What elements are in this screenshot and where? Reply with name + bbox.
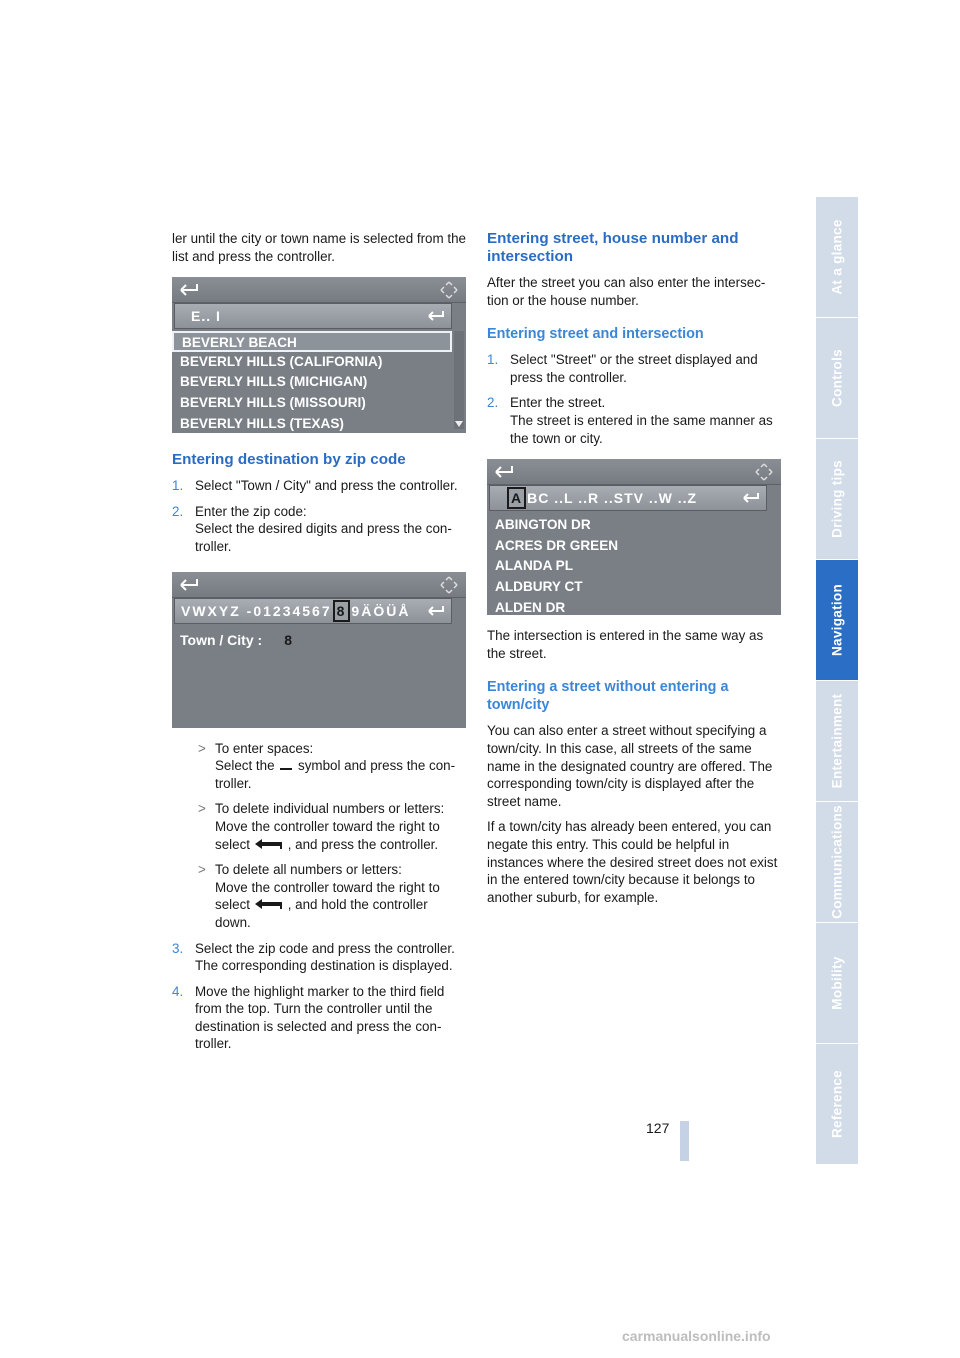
page-number: 127	[646, 1120, 670, 1136]
zip-step-2: 2. Enter the zip code: Select the desired digits and press the controller.	[172, 503, 452, 554]
list-item[interactable]: BEVERLY HILLS (CALIFORNIA)	[180, 353, 383, 369]
street-intro: After the street you can also enter the intersection or the house number.	[487, 275, 766, 308]
page-marker	[680, 1121, 689, 1161]
tab-reference[interactable]: Reference	[816, 1044, 858, 1165]
scroll-down-icon	[455, 421, 463, 427]
delete-arrow-icon	[427, 605, 447, 617]
street-intersection-heading: Entering street and intersection	[487, 326, 704, 343]
street-heading: Entering street, house number and intersection	[487, 230, 739, 265]
delete-arrow-icon	[254, 838, 288, 850]
list-item[interactable]: ALDBURY CT	[495, 578, 583, 594]
list-item[interactable]: ABINGTON DR	[495, 517, 591, 533]
tab-controls[interactable]: Controls	[816, 318, 858, 439]
city-list-screen	[172, 277, 466, 433]
list-item[interactable]: ACRES DR GREEN	[495, 537, 619, 553]
street-without-city-heading: Entering a street without entering a town/city	[487, 679, 729, 714]
scrollbar[interactable]	[454, 331, 464, 429]
back-arrow-icon	[178, 283, 200, 297]
town-city-field: Town / City : 8	[180, 631, 292, 648]
zip-step-3: 3. Select the zip code and press the controller. The corresponding destination is displayed.	[172, 940, 455, 974]
street-without-city-p2: If a town/city has already been entered, you can negate this entry. This could be helpful in instances where the desired street does not exist in the entered town/city because it belongs to another suburb, for example.	[487, 819, 778, 905]
street-step-2: 2. Enter the street. The street is entered in the same manner as the town or city.	[487, 395, 773, 446]
zip-entry-screen	[172, 572, 466, 728]
list-item[interactable]: BEVERLY HILLS (MICHIGAN)	[180, 374, 368, 390]
zip-step-4: 4. Move the highlight marker to the third field from the top. Turn the controller until the destination is selected and press the controller.	[172, 983, 445, 1052]
bullet-delete-all: > To delete all numbers or letters: Move the controller toward the right to select , and hold the controller down.	[198, 862, 440, 930]
zip-heading: Entering destination by zip code	[172, 451, 406, 469]
delete-arrow-icon	[742, 492, 762, 504]
delete-arrow-icon	[427, 310, 447, 322]
controller-move-icon	[440, 281, 458, 299]
intro-text: ler until the city or town name is selected from the list and press the controller.	[172, 231, 466, 264]
bullet-spaces: > To enter spaces: Select the symbol and press the controller.	[198, 740, 456, 791]
street-entry-screen	[487, 459, 781, 615]
selected-character[interactable]: 8	[333, 600, 351, 622]
street-step-1: 1. Select "Street" or the street displayed and press the controller.	[487, 352, 758, 385]
list-item[interactable]: ALANDA PL	[495, 558, 574, 574]
intersection-note: The intersection is entered in the same way as the street.	[487, 628, 764, 661]
selected-character[interactable]: A	[507, 487, 526, 509]
list-item[interactable]: BEVERLY HILLS (MISSOURI)	[180, 394, 366, 410]
list-item[interactable]: BEVERLY HILLS (TEXAS)	[180, 415, 344, 431]
character-speller[interactable]: A BC ..L ..R ..STV ..W ..Z	[489, 485, 767, 511]
street-without-city-p1: You can also enter a street without specifying a town/city. In this case, all streets of the same name in the designated country are offered. The corresponding town/city is displayed after the street name.	[487, 723, 773, 809]
character-speller[interactable]: VWXYZ -01234567 8 9ÄÖÜÅ	[174, 598, 452, 624]
tab-navigation[interactable]: Navigation	[816, 560, 858, 681]
bullet-delete-one: > To delete individual numbers or letters: Move the controller toward the right to select , and press the controller.	[198, 801, 445, 852]
left-column	[172, 230, 466, 1061]
tab-mobility[interactable]: Mobility	[816, 923, 858, 1044]
space-symbol-icon	[280, 760, 292, 770]
list-item[interactable]: ALDEN DR	[495, 599, 566, 615]
back-arrow-icon	[178, 578, 200, 592]
controller-move-icon	[755, 463, 773, 481]
delete-arrow-icon	[254, 898, 288, 910]
city-input-field[interactable]: E.. I	[174, 303, 452, 329]
zip-step-1: 1. Select "Town / City" and press the controller.	[172, 478, 458, 494]
tab-driving-tips[interactable]: Driving tips	[816, 439, 858, 560]
tab-communications[interactable]: Communications	[816, 802, 858, 923]
controller-move-icon	[440, 576, 458, 594]
right-column	[487, 230, 781, 914]
chapter-tabs	[816, 197, 858, 1165]
footer-watermark: carmanualsonline.info	[622, 1328, 771, 1344]
tab-entertainment[interactable]: Entertainment	[816, 681, 858, 802]
list-item[interactable]: BEVERLY BEACH	[172, 331, 452, 352]
back-arrow-icon	[493, 465, 515, 479]
tab-at-a-glance[interactable]: At a glance	[816, 197, 858, 318]
